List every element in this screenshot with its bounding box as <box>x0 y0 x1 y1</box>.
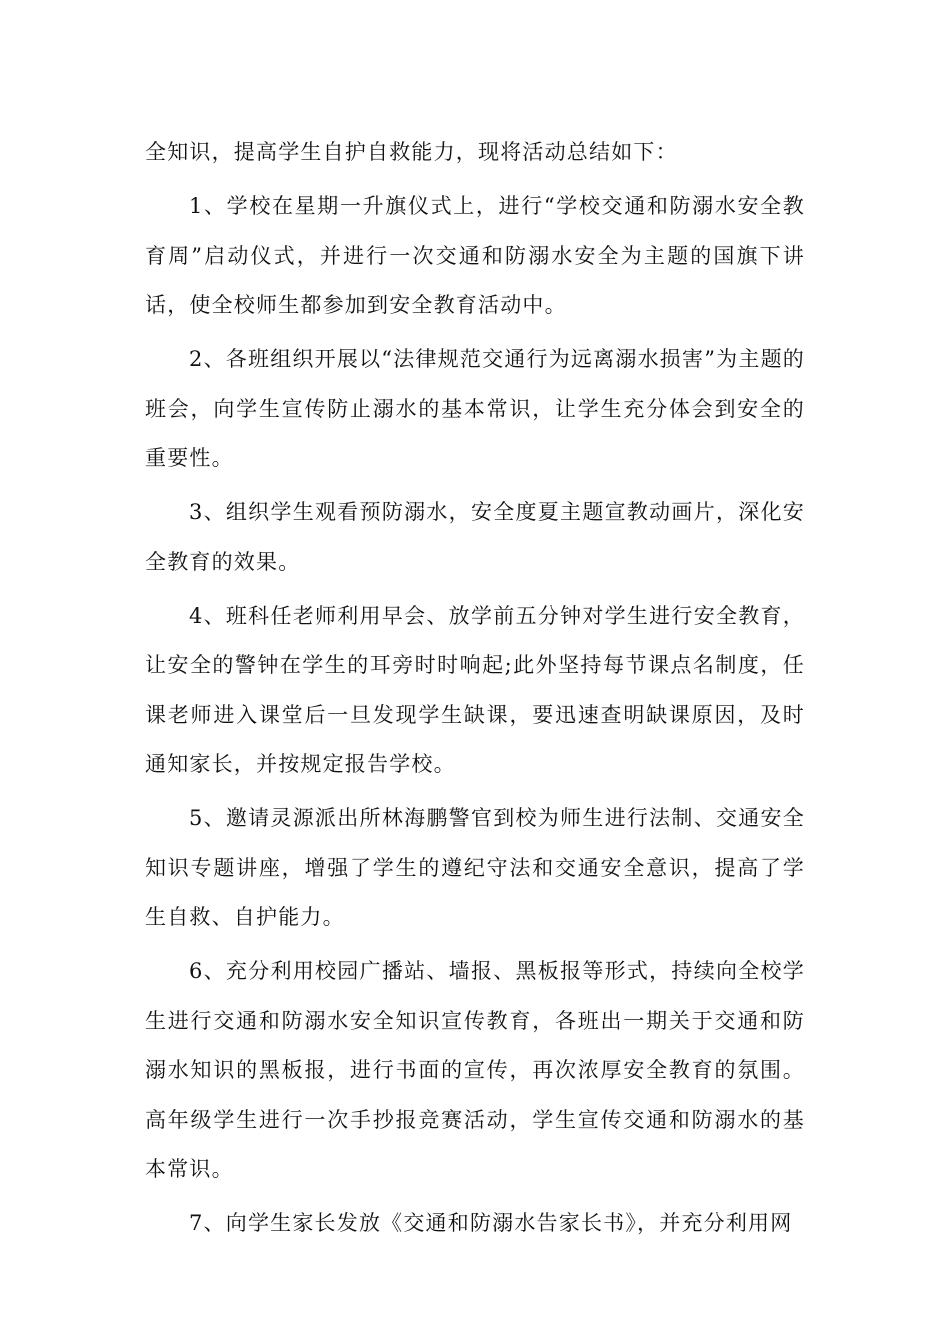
paragraph-item-3: 3、组织学生观看预防溺水，安全度夏主题宣教动画片，深化安全教育的效果。 <box>145 500 805 574</box>
paragraph-item-5: 5、邀请灵源派出所林海鹏警官到校为师生进行法制、交通安全知识专题讲座，增强了学生的遵纪守法和交通安全意识，提高了学生自救、自护能力。 <box>145 806 805 929</box>
document-body <box>145 128 805 1253</box>
paragraph-intro-continued: 全知识，提高学生自护自救能力，现将活动总结如下： <box>145 140 678 164</box>
paragraph-item-2: 2、各班组织开展以“法律规范交通行为远离溺水损害”为主题的班会，向学生宣传防止溺水的基本常识，让学生充分体会到安全的重要性。 <box>145 347 805 470</box>
paragraph-item-7: 7、向学生家长发放《交通和防溺水告家长书》，并充分利用网 <box>189 1211 793 1235</box>
paragraph-item-4: 4、班科任老师利用早会、放学前五分钟对学生进行安全教育，让安全的警钟在学生的耳旁时时响起;此外坚持每节课点名制度，任课老师进入课堂后一旦发现学生缺课，要迅速查明缺课原因，及时通知家长，并按规定报告学校。 <box>145 603 805 776</box>
paragraph-item-6: 6、充分利用校园广播站、墙报、黑板报等形式，持续向全校学生进行交通和防溺水安全知识宣传教育，各班出一期关于交通和防溺水知识的黑板报，进行书面的宣传，再次浓厚安全教育的氛围。高年级学生进行一次手抄报竞赛活动，学生宣传交通和防溺水的基本常识。 <box>145 959 805 1181</box>
paragraph-item-1: 1、学校在星期一升旗仪式上，进行“学校交通和防溺水安全教育周”启动仪式，并进行一次交通和防溺水安全为主题的国旗下讲话，使全校师生都参加到安全教育活动中。 <box>145 194 805 317</box>
